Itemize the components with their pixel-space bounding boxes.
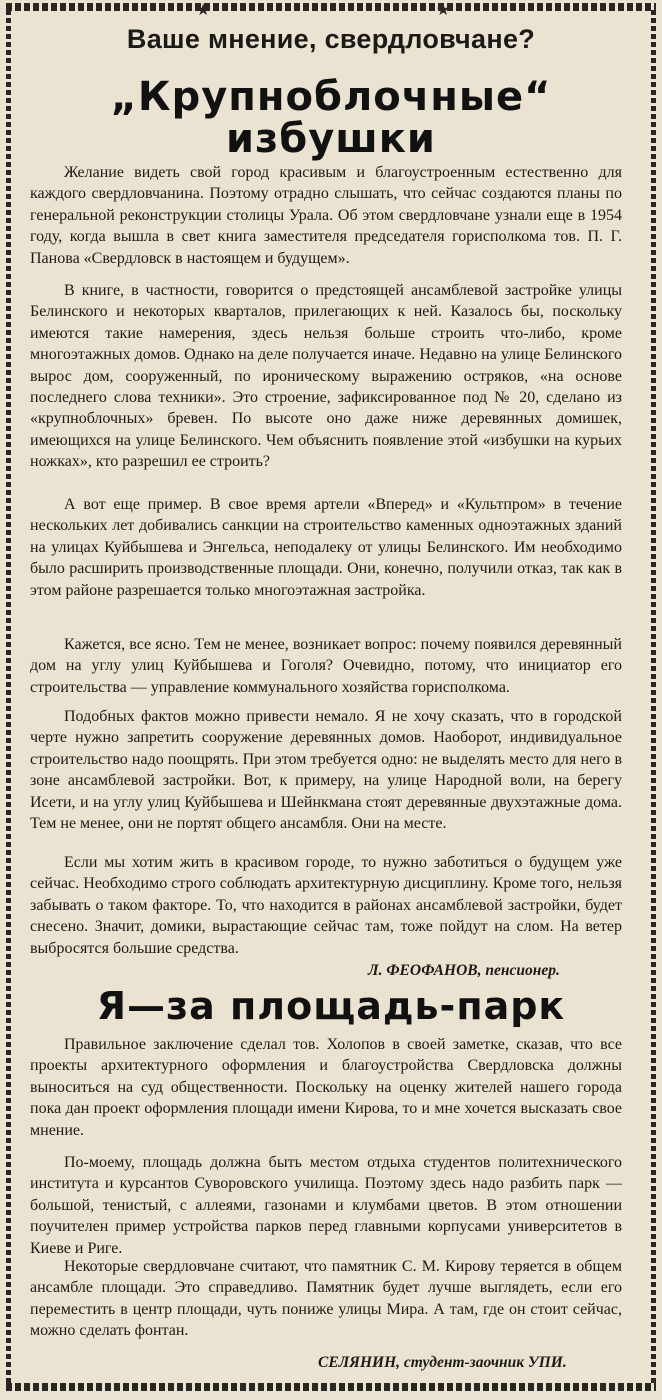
star-ornament: ★ — [436, 0, 451, 19]
bottom-border-rule — [6, 1383, 656, 1391]
star-ornament: ★ — [196, 0, 211, 19]
article-2-paragraph-1: Правильное заключение сделал тов. Холопов в своей заметке, сказав, что все проекты архитектурного оформления и благоустройства Свердловска должны выноситься на суд общественности. Поскольку на оценку жителей нашего города пока дан проект оформления площади имени Кирова, то и мне хочется высказать свое мнение. — [30, 1036, 622, 1139]
right-border-rule — [651, 10, 656, 1385]
top-border-rule — [6, 0, 656, 19]
article-1-title-line-2: избушки — [226, 116, 436, 162]
article-2-title: Я—за площадь-парк — [96, 984, 566, 1028]
article-1-paragraph-3: А вот еще пример. В свое время артели «Вперед» и «Культпром» в течение нескольких лет добивались санкции на строительство каменных одноэтажных зданий на улицах Куйбышева и Энгельса, неподалеку от улицы Белинского. Им необходимо было расширить производственные площади. Они, конечно, получили отказ, так как в этом районе разрешается только многоэтажная застройка. — [30, 496, 622, 599]
article-2-paragraph-2: По-моему, площадь должна быть местом отдыха студентов политехнического института и курсантов Суворовского училища. Поэтому здесь надо разбить парк — большой, тенистый, с аллеями, газонами и клумбами цветов. В этом отношении поучителен пример устройства парков перед главными корпусами университетов в Киеве и Риге. — [30, 1154, 622, 1257]
article-2-signature: СЕЛЯНИН, студент-заочник УПИ. — [318, 1354, 567, 1371]
left-border-rule — [6, 10, 11, 1385]
article-1-paragraph-1: Желание видеть свой город красивым и благоустроенным естественно для каждого свердловчанина. Поэтому отрадно слышать, что сейчас создаются планы по генеральной реконструкции столицы Урала. Об этом свердловчане узнали еще в 1954 году, когда вышла в свет книга заместителя председателя горисполкома тов. П. Г. Панова «Свердловск в настоящем и будущем». — [30, 164, 622, 267]
article-1-paragraph-4: Кажется, все ясно. Тем не менее, возникает вопрос: почему появился деревянный дом на углу улиц Куйбышева и Гоголя? Очевидно, потому, что инициатор его строительства — управление коммунального хозяйства горисполкома. — [30, 636, 622, 696]
article-1-paragraph-2: В книге, в частности, говорится о предстоящей ансамблевой застройке улицы Белинского и некоторых кварталов, прилегающих к ней. Казалось бы, поскольку имеются такие намерения, здесь нельзя больше строить что-либо, кроме многоэтажных домов. Однако на деле получается иначе. Недавно на улице Белинского вырос дом, сооруженный, по ироническому выражению остряков, «на основе последнего слова техники». Это строение, зафиксированное под № 20, сделано из «крупноблочных» бревен. По высоте оно даже ниже деревянных домишек, имеющихся на улице Белинского. Чем объяснить появление этой «избушки на курьих ножках», кто разрешил ее строить? — [30, 282, 622, 471]
article-1-title-line-1: „Крупноблочные“ — [110, 74, 552, 120]
article-2-paragraph-3: Некоторые свердловчане считают, что памятник С. М. Кирову теряется в общем ансамбле площади. Это справедливо. Памятник будет лучше выглядеть, если его переместить в центр площади, чуть пониже улицы Мира. А там, где он стоит сейчас, можно сделать фонтан. — [30, 1258, 622, 1340]
article-1-paragraph-6: Если мы хотим жить в красивом городе, то нужно заботиться о будущем уже сейчас. Необходимо строго соблюдать архитектурную дисциплину. Кроме того, нельзя забывать о таком факторе. То, что находится в районах ансамблевой застройки, будет снесено. Значит, домики, вырастающие сейчас там, тоже пойдут на слом. На ветер выбросятся большие средства. — [30, 854, 622, 957]
section-header: Ваше мнение, свердловчане? — [126, 24, 536, 54]
article-1-signature: Л. ФЕОФАНОВ, пенсионер. — [368, 962, 560, 979]
article-1-paragraph-5: Подобных фактов можно привести немало. Я не хочу сказать, что в городской черте нужно запретить сооружение деревянных домов. Наоборот, индивидуальное строительство надо поощрять. При этом требуется одно: не выделять место для него в зоне ансамблевой застройки. Вот, к примеру, на улице Народной воли, на берегу Исети, и на углу улиц Куйбышева и Шейнкмана стоят деревянные двухэтажные дома. Тем не менее, они не портят общего ансамбля. Они на месте. — [30, 708, 622, 833]
article-1-title — [20, 76, 642, 160]
